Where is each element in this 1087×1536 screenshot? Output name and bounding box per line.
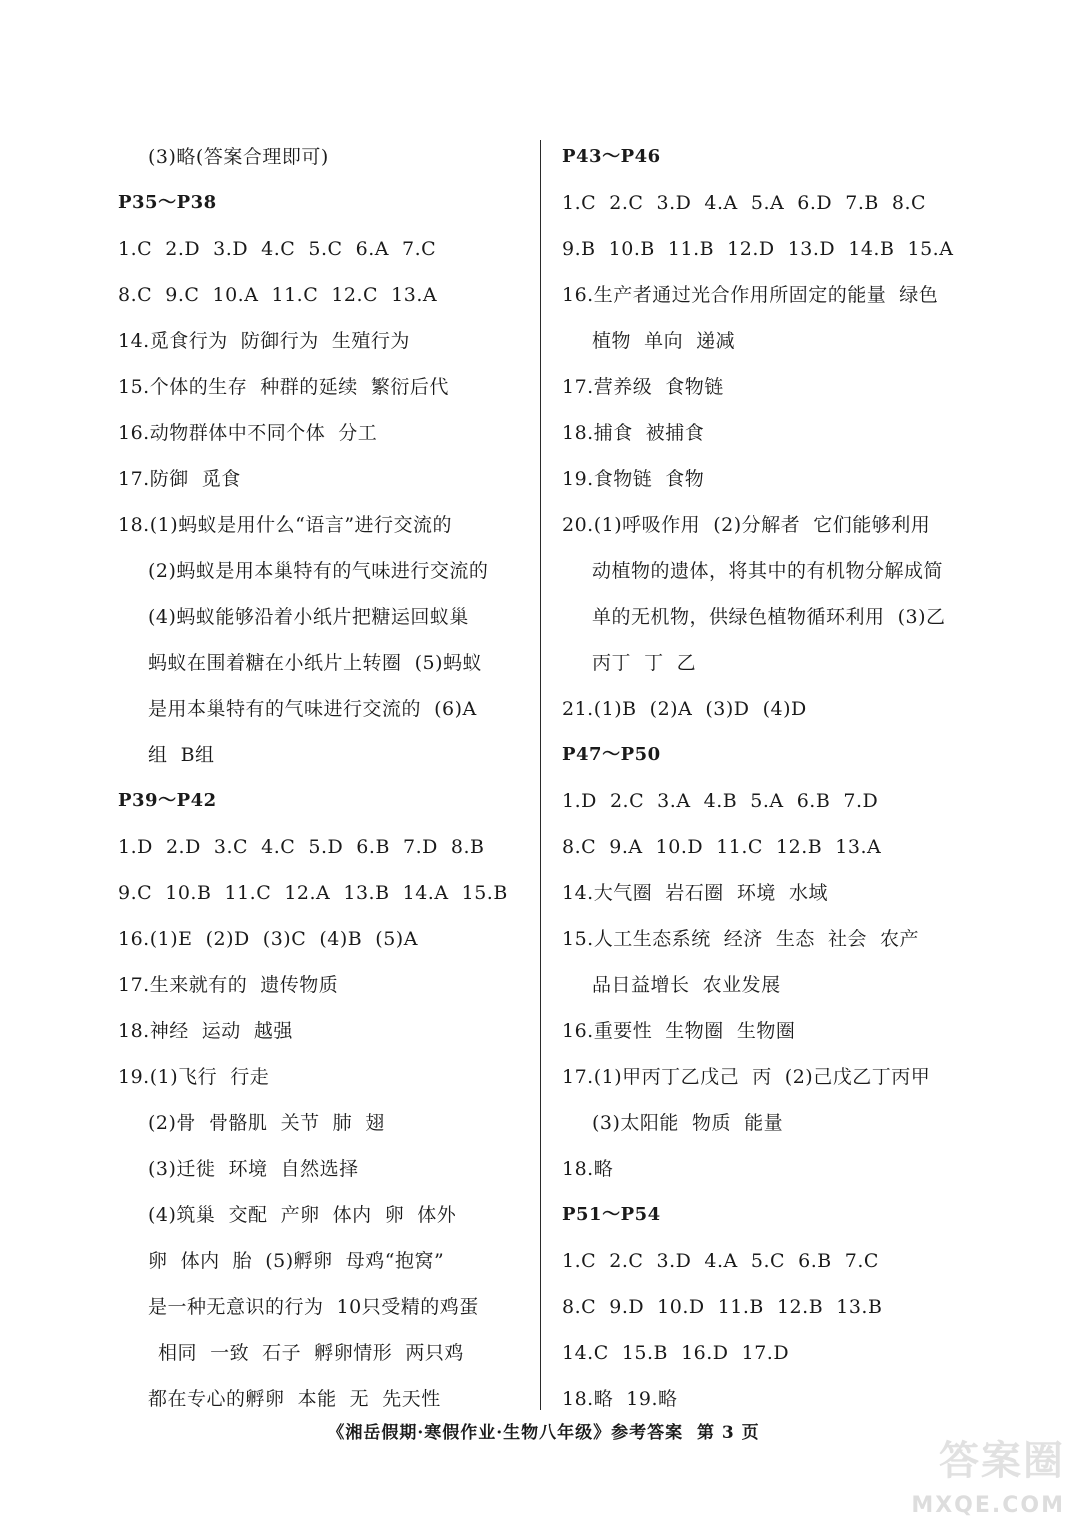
answer-line: (3)略(答案合理即可) (148, 146, 329, 168)
answer-line: 丙丁 丁 乙 (592, 652, 697, 674)
answer-line: 19.(1)飞行 行走 (118, 1066, 270, 1088)
answer-line: (2)蚂蚁是用本巢特有的气味进行交流的 (148, 560, 489, 582)
answer-line: 组 B组 (148, 744, 215, 766)
column-divider (540, 140, 541, 1410)
answer-line: 是用本巢特有的气味进行交流的 (6)A (148, 698, 477, 720)
answer-line: 16.动物群体中不同个体 分工 (118, 422, 378, 444)
answer-line: 18.略 (562, 1158, 614, 1180)
section-heading: P35～P38 (118, 192, 217, 213)
section-heading: P47～P50 (562, 744, 661, 765)
section-heading: P39～P42 (118, 790, 217, 811)
answer-line: 8.C 9.D 10.D 11.B 12.B 13.B (562, 1296, 883, 1318)
answer-line: 1.C 2.C 3.D 4.A 5.C 6.B 7.C (562, 1250, 879, 1272)
answer-line: 17.防御 觅食 (118, 468, 241, 490)
page-footer: 《湘岳假期·寒假作业·生物八年级》参考答案 第 3 页 (327, 1423, 760, 1443)
answer-line: 21.(1)B (2)A (3)D (4)D (562, 698, 807, 720)
answer-line: (3)太阳能 物质 能量 (592, 1112, 784, 1134)
section-heading: P51～P54 (562, 1204, 661, 1225)
answer-line: 1.D 2.D 3.C 4.C 5.D 6.B 7.D 8.B (118, 836, 485, 858)
answer-line: (3)迁徙 环境 自然选择 (148, 1158, 359, 1180)
answer-line: (4)蚂蚁能够沿着小纸片把糖运回蚁巢 (148, 606, 469, 628)
watermark-url: MXQE.COM (911, 1493, 1065, 1518)
answer-line: 1.C 2.D 3.D 4.C 5.C 6.A 7.C (118, 238, 437, 260)
answer-line: 是一种无意识的行为 10只受精的鸡蛋 (148, 1296, 479, 1318)
answer-line: 1.C 2.C 3.D 4.A 5.A 6.D 7.B 8.C (562, 192, 927, 214)
answer-line: 相同 一致 石子 孵卵情形 两只鸡 (158, 1342, 464, 1364)
answer-line: 18.(1)蚂蚁是用什么“语言”进行交流的 (118, 514, 453, 536)
answer-line: 8.C 9.C 10.A 11.C 12.C 13.A (118, 284, 438, 306)
answer-line: 动植物的遗体，将其中的有机物分解成简 (592, 560, 944, 582)
section-heading: P43～P46 (562, 146, 661, 167)
answer-line: 14.C 15.B 16.D 17.D (562, 1342, 790, 1364)
answer-line: 20.(1)呼吸作用 (2)分解者 它们能够利用 (562, 514, 931, 536)
answer-line: 1.D 2.C 3.A 4.B 5.A 6.B 7.D (562, 790, 879, 812)
answer-line: 9.C 10.B 11.C 12.A 13.B 14.A 15.B (118, 882, 508, 904)
answer-line: 8.C 9.A 10.D 11.C 12.B 13.A (562, 836, 882, 858)
answer-line: 品日益增长 农业发展 (592, 974, 781, 996)
answer-line: 15.个体的生存 种群的延续 繁衍后代 (118, 376, 449, 398)
answer-line: 16.(1)E (2)D (3)C (4)B (5)A (118, 928, 418, 950)
answer-line: 蚂蚁在围着糖在小纸片上转圈 (5)蚂蚁 (148, 652, 482, 674)
watermark-logo: 答案圈 (939, 1437, 1065, 1484)
answer-line: 植物 单向 递减 (592, 330, 736, 352)
answer-line: 都在专心的孵卵 本能 无 先天性 (148, 1388, 441, 1410)
answer-line: 14.大气圈 岩石圈 环境 水域 (562, 882, 828, 904)
answer-line: (4)筑巢 交配 产卵 体内 卵 体外 (148, 1204, 457, 1226)
answer-line: 卵 体内 胎 (5)孵卵 母鸡“抱窝” (148, 1250, 445, 1272)
answer-line: 单的无机物，供绿色植物循环利用 (3)乙 (592, 606, 946, 628)
answer-line: 9.B 10.B 11.B 12.D 13.D 14.B 15.A (562, 238, 954, 260)
answer-line: 17.生来就有的 遗传物质 (118, 974, 339, 996)
answer-line: 19.食物链 食物 (562, 468, 705, 490)
answer-line: (2)骨 骨骼肌 关节 肺 翅 (148, 1112, 385, 1134)
answer-line: 16.生产者通过光合作用所固定的能量 绿色 (562, 284, 939, 306)
watermark (911, 1437, 1079, 1528)
answer-line: 14.觅食行为 防御行为 生殖行为 (118, 330, 410, 352)
answer-line: 16.重要性 生物圈 生物圈 (562, 1020, 796, 1042)
answer-line: 17.(1)甲丙丁乙戊己 丙 (2)己戊乙丁丙甲 (562, 1066, 931, 1088)
answer-line: 18.略 19.略 (562, 1388, 678, 1410)
answer-line: 17.营养级 食物链 (562, 376, 724, 398)
answer-line: 18.捕食 被捕食 (562, 422, 705, 444)
answer-line: 15.人工生态系统 经济 生态 社会 农产 (562, 928, 920, 950)
answer-line: 18.神经 运动 越强 (118, 1020, 293, 1042)
